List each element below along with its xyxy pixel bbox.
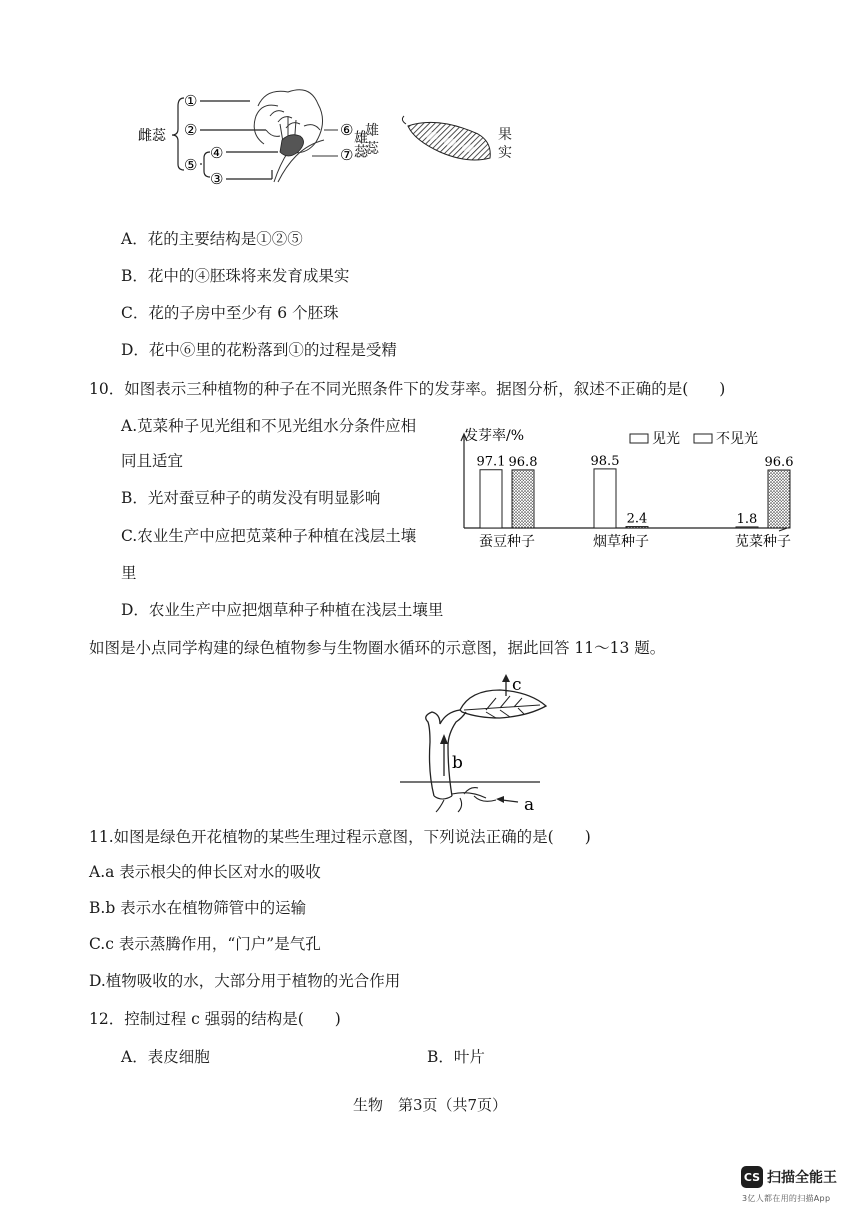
arrow-b-head [440, 734, 448, 744]
q10-option-d: D．农业生产中应把烟草种子种植在浅层土壤里 [121, 601, 444, 619]
marker-2: ② [184, 121, 198, 139]
bar-0-0 [480, 470, 502, 528]
scanner-logo-icon: CS [741, 1166, 763, 1188]
bar-1-0 [594, 469, 616, 528]
intro-11-13: 如图是小点同学构建的绿色植物参与生物圈水循环的示意图，据此回答 11～13 题。 [89, 639, 666, 657]
category-label-2: 苋菜种子 [735, 534, 791, 550]
marker-7: ⑦ [340, 146, 354, 164]
chart-ylabel: 发芽率/% [464, 428, 525, 444]
q11-stem: 11.如图是绿色开花植物的某些生理过程示意图，下列说法正确的是( ) [89, 828, 591, 846]
marker-1: ① [184, 92, 198, 110]
q9-option-d: D．花中⑥里的花粉落到①的过程是受精 [121, 341, 397, 359]
fruit-label: 果实 [498, 127, 512, 161]
pistil-label: 雌蕊 [138, 128, 166, 144]
chart-legend [630, 430, 758, 447]
category-label-0: 蚕豆种子 [479, 534, 535, 550]
label-b: b [452, 753, 463, 773]
label-a: a [524, 795, 535, 815]
q12-option-b: B．叶片 [427, 1048, 485, 1066]
stamen-label-char-1: 雄蕊 [352, 130, 368, 158]
bar-0-1 [512, 470, 534, 528]
q12-option-a: A．表皮细胞 [121, 1048, 210, 1066]
bar-value-label-2-0: 1.8 [736, 511, 758, 527]
roots [434, 788, 496, 812]
q11-option-a: A.a 表示根尖的伸长区对水的吸收 [89, 863, 321, 881]
bar-2-1 [768, 470, 790, 528]
marker-4: ④ [210, 144, 224, 162]
legend-label-0: 见光 [652, 431, 680, 447]
bar-value-label-1-0: 98.5 [590, 453, 620, 469]
arrow-a-head [496, 796, 504, 803]
leaf-veins [464, 696, 540, 718]
legend-swatch-0 [630, 434, 648, 443]
bar-2-0 [736, 527, 758, 528]
bar-1-1 [626, 527, 648, 528]
bar-value-label-0-1: 96.8 [508, 454, 538, 470]
q10-option-b: B．光对蚕豆种子的萌发没有明显影响 [121, 489, 381, 507]
q9-option-b: B．花中的④胚珠将来发育成果实 [121, 267, 350, 285]
stamen-label: 雄蕊 [365, 123, 379, 157]
marker-6: ⑥ [340, 121, 354, 139]
bar-value-label-2-1: 96.6 [764, 455, 794, 471]
category-label-1: 烟草种子 [593, 534, 649, 550]
flower-structure-figure [138, 86, 518, 196]
arrow-c-head [502, 674, 510, 682]
q11-option-c: C.c 表示蒸腾作用，“门户”是气孔 [89, 935, 321, 953]
marker-3: ③ [210, 170, 224, 188]
chart-category-labels [479, 533, 791, 550]
marker-5: ⑤ [184, 156, 198, 174]
arrow-a-line [502, 800, 518, 802]
q10-option-a-line2: 同且适宜 [121, 452, 184, 470]
q10-option-a-line1: A.苋菜种子见光组和不见光组水分条件应相 [121, 417, 417, 435]
q9-option-a: A．花的主要结构是①②⑤ [121, 230, 303, 248]
bar-value-label-0-0: 97.1 [476, 454, 506, 470]
q11-option-b: B.b 表示水在植物筛管中的运输 [89, 899, 307, 917]
page-footer: 生物 第3页（共7页） [352, 1096, 508, 1114]
bar-value-label-1-1: 2.4 [626, 511, 648, 527]
q10-option-c-line1: C.农业生产中应把苋菜种子种植在浅层土壤 [121, 527, 417, 545]
fruit-pod-drawing [402, 116, 490, 160]
scanner-app-tagline: 3亿人都在用的扫描App [742, 1194, 831, 1203]
q9-option-c: C．花的子房中至少有 6 个胚珠 [121, 304, 339, 322]
scanner-app-name: 扫描全能王 [767, 1170, 837, 1186]
q10-option-c-line2: 里 [121, 564, 137, 582]
legend-label-1: 不见光 [716, 431, 758, 447]
legend-swatch-1 [694, 434, 712, 443]
q11-option-d: D.植物吸收的水，大部分用于植物的光合作用 [89, 972, 401, 990]
q12-stem: 12．控制过程 c 强弱的结构是( ) [89, 1010, 341, 1028]
germination-rate-chart [458, 424, 798, 552]
label-c: c [512, 675, 522, 695]
plant-water-cycle-figure [400, 672, 560, 818]
q10-stem: 10．如图表示三种植物的种子在不同光照条件下的发芽率。据图分析，叙述不正确的是( ) [89, 380, 726, 398]
